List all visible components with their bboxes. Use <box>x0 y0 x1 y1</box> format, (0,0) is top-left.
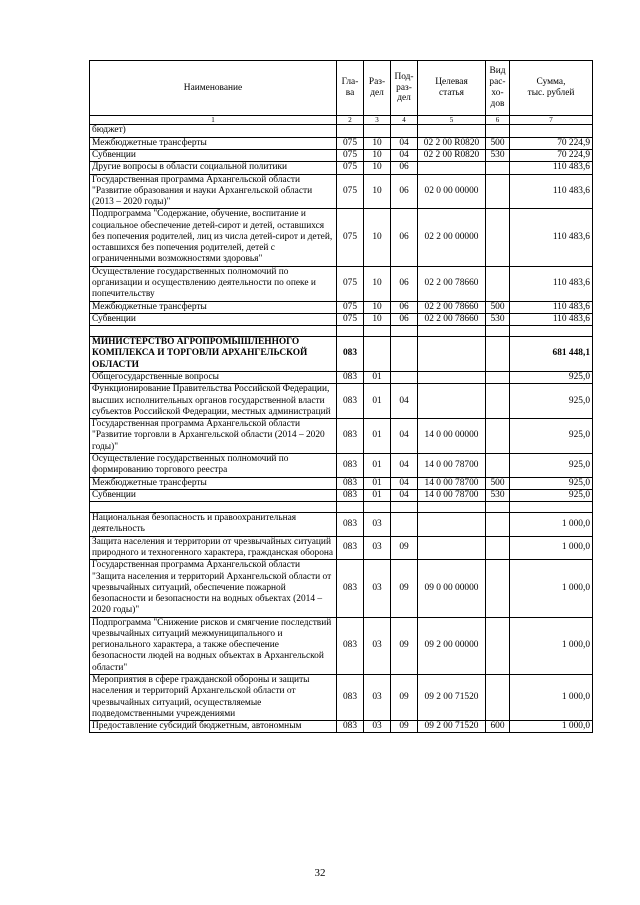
cell-razdel: 10 <box>364 137 391 149</box>
cell-name: Защита населения и территории от чрезвычайных ситуаций природного и техногенного характера, гражданская оборона <box>90 536 337 560</box>
cell-podrazdel: 04 <box>391 149 418 161</box>
cell-razdel: 10 <box>364 149 391 161</box>
page-number: 32 <box>314 867 326 879</box>
cell-vid: 530 <box>486 149 510 161</box>
table-row <box>90 419 593 454</box>
cell-sum: 925,0 <box>510 419 593 454</box>
cell-podrazdel: 04 <box>391 419 418 454</box>
cell-glava: 083 <box>337 489 364 501</box>
cell-name: Предоставление субсидий бюджетным, автономным <box>90 721 337 733</box>
table-row <box>90 162 593 174</box>
table-row <box>90 477 593 489</box>
cell-target: 02 2 00 78660 <box>418 301 486 313</box>
cell-sum: 110 483,6 <box>510 301 593 313</box>
table-row <box>90 675 593 721</box>
cell-razdel: 03 <box>364 513 391 537</box>
cell-razdel: 10 <box>364 266 391 301</box>
cell-glava: 083 <box>337 337 364 372</box>
cell-sum: 70 224,9 <box>510 149 593 161</box>
cell-podrazdel: 09 <box>391 721 418 733</box>
header-name: Наименование <box>90 61 337 116</box>
cell-glava: 083 <box>337 419 364 454</box>
spacer-cell <box>510 326 593 337</box>
spacer-cell <box>510 502 593 513</box>
cell-target: 02 2 00 78660 <box>418 266 486 301</box>
cell-vid: 500 <box>486 137 510 149</box>
cell-glava: 075 <box>337 313 364 325</box>
table-row <box>90 209 593 266</box>
cell-podrazdel: 06 <box>391 313 418 325</box>
cell-vid <box>486 536 510 560</box>
cell-podrazdel: 09 <box>391 560 418 617</box>
cell-sum: 925,0 <box>510 477 593 489</box>
cell-name: Общегосударственные вопросы <box>90 372 337 384</box>
cell-name: Функционирование Правительства Российской Федерации, высших исполнительных органов государственной власти субъектов Российской Федерации, местных администраций <box>90 384 337 419</box>
cell-podrazdel <box>391 337 418 372</box>
table-row <box>90 536 593 560</box>
cell-name: Субвенции <box>90 149 337 161</box>
cell-vid <box>486 209 510 266</box>
spacer-cell <box>364 326 391 337</box>
cell-target: 09 2 00 71520 <box>418 675 486 721</box>
cell-razdel <box>364 125 391 137</box>
cell-vid <box>486 617 510 674</box>
cell-target <box>418 337 486 372</box>
table-row <box>90 513 593 537</box>
cell-name: Осуществление государственных полномочий по организации и осуществлению деятельности по опеке и попечительству <box>90 266 337 301</box>
header-sum: Сумма, тыс. рублей <box>510 61 593 116</box>
table-row <box>90 384 593 419</box>
cell-podrazdel <box>391 513 418 537</box>
cell-sum: 1 000,0 <box>510 513 593 537</box>
cell-target <box>418 125 486 137</box>
cell-glava: 083 <box>337 477 364 489</box>
cell-vid <box>486 513 510 537</box>
cell-target: 14 0 00 00000 <box>418 419 486 454</box>
cell-razdel <box>364 337 391 372</box>
cell-glava: 083 <box>337 372 364 384</box>
cell-sum: 1 000,0 <box>510 721 593 733</box>
cell-sum: 925,0 <box>510 453 593 477</box>
cell-target <box>418 372 486 384</box>
cell-sum: 110 483,6 <box>510 266 593 301</box>
cell-sum: 1 000,0 <box>510 536 593 560</box>
table-row <box>90 489 593 501</box>
spacer-cell <box>337 502 364 513</box>
cell-razdel: 10 <box>364 209 391 266</box>
cell-target: 09 0 00 00000 <box>418 560 486 617</box>
cell-name: Межбюджетные трансферты <box>90 301 337 313</box>
cell-razdel: 01 <box>364 384 391 419</box>
cell-glava: 083 <box>337 560 364 617</box>
column-number: 5 <box>418 116 486 125</box>
spacer-row <box>90 502 593 513</box>
column-number: 7 <box>510 116 593 125</box>
cell-podrazdel: 09 <box>391 675 418 721</box>
table-row <box>90 313 593 325</box>
cell-podrazdel: 06 <box>391 209 418 266</box>
cell-glava: 083 <box>337 617 364 674</box>
cell-glava: 075 <box>337 162 364 174</box>
cell-target <box>418 162 486 174</box>
cell-podrazdel <box>391 125 418 137</box>
cell-target: 02 0 00 00000 <box>418 174 486 209</box>
cell-sum: 925,0 <box>510 489 593 501</box>
cell-glava: 083 <box>337 453 364 477</box>
cell-target <box>418 384 486 419</box>
cell-target: 02 2 00 R0820 <box>418 149 486 161</box>
spacer-cell <box>364 502 391 513</box>
cell-glava <box>337 125 364 137</box>
cell-vid <box>486 675 510 721</box>
column-number-row <box>90 116 593 125</box>
cell-razdel: 03 <box>364 617 391 674</box>
table-row <box>90 453 593 477</box>
cell-razdel: 01 <box>364 419 391 454</box>
cell-podrazdel: 06 <box>391 266 418 301</box>
cell-razdel: 03 <box>364 721 391 733</box>
cell-razdel: 03 <box>364 536 391 560</box>
cell-name: Межбюджетные трансферты <box>90 137 337 149</box>
cell-vid <box>486 266 510 301</box>
cell-razdel: 01 <box>364 453 391 477</box>
column-number: 3 <box>364 116 391 125</box>
cell-name: бюджет) <box>90 125 337 137</box>
cell-vid <box>486 384 510 419</box>
cell-podrazdel: 06 <box>391 174 418 209</box>
table-row <box>90 174 593 209</box>
cell-sum: 681 448,1 <box>510 337 593 372</box>
cell-podrazdel: 06 <box>391 301 418 313</box>
cell-sum <box>510 125 593 137</box>
cell-vid: 500 <box>486 301 510 313</box>
table-row <box>90 137 593 149</box>
table-row <box>90 125 593 137</box>
cell-sum: 110 483,6 <box>510 174 593 209</box>
cell-podrazdel: 04 <box>391 477 418 489</box>
cell-glava: 083 <box>337 536 364 560</box>
spacer-cell <box>391 502 418 513</box>
table-row <box>90 266 593 301</box>
cell-vid <box>486 125 510 137</box>
table-row <box>90 301 593 313</box>
cell-razdel: 01 <box>364 477 391 489</box>
budget-table <box>89 60 593 733</box>
cell-target <box>418 536 486 560</box>
cell-podrazdel: 04 <box>391 453 418 477</box>
cell-vid <box>486 560 510 617</box>
cell-name: Мероприятия в сфере гражданской обороны и защиты населения и территорий Архангельской области от чрезвычайных ситуаций, осуществляемые подведомственными учреждениями <box>90 675 337 721</box>
cell-target: 14 0 00 78700 <box>418 477 486 489</box>
cell-razdel: 10 <box>364 174 391 209</box>
cell-sum: 1 000,0 <box>510 617 593 674</box>
spacer-cell <box>486 502 510 513</box>
header-glava: Гла- ва <box>337 61 364 116</box>
header-vid: Вид рас- хо- дов <box>486 61 510 116</box>
table-row <box>90 560 593 617</box>
spacer-cell <box>90 326 337 337</box>
cell-razdel: 01 <box>364 372 391 384</box>
cell-name: МИНИСТЕРСТВО АГРОПРОМЫШЛЕННОГО КОМПЛЕКСА И ТОРГОВЛИ АРХАНГЕЛЬСКОЙ ОБЛАСТИ <box>90 337 337 372</box>
cell-name: Подпрограмма "Содержание, обучение, воспитание и социальное обеспечение детей-сирот и детей, оставшихся без попечения родителей, лиц из числа детей-сирот и детей, оставшихся без попечения родителей, детей с ограниченными возможностями здоровья" <box>90 209 337 266</box>
table-row <box>90 617 593 674</box>
cell-name: Подпрограмма "Снижение рисков и смягчение последствий чрезвычайных ситуаций межмуниципального и регионального характера, а также обеспечение безопасности людей на водных объектах в Архангельской области" <box>90 617 337 674</box>
cell-vid: 600 <box>486 721 510 733</box>
cell-glava: 083 <box>337 721 364 733</box>
cell-name: Государственная программа Архангельской области "Защита населения и территорий Архангельской области от чрезвычайных ситуаций, обеспечение пожарной безопасности и безопасности на водных объектах (2014 – 2020 годы)" <box>90 560 337 617</box>
cell-podrazdel: 04 <box>391 489 418 501</box>
cell-name: Субвенции <box>90 489 337 501</box>
spacer-cell <box>337 326 364 337</box>
cell-glava: 083 <box>337 675 364 721</box>
cell-name: Государственная программа Архангельской области "Развитие образования и науки Архангельской области (2013 – 2020 годы)" <box>90 174 337 209</box>
cell-sum: 925,0 <box>510 372 593 384</box>
cell-podrazdel: 06 <box>391 162 418 174</box>
header-target: Целевая статья <box>418 61 486 116</box>
cell-razdel: 01 <box>364 489 391 501</box>
cell-glava: 075 <box>337 137 364 149</box>
cell-vid <box>486 419 510 454</box>
cell-target: 02 2 00 00000 <box>418 209 486 266</box>
cell-podrazdel <box>391 372 418 384</box>
cell-podrazdel: 04 <box>391 384 418 419</box>
cell-glava: 075 <box>337 301 364 313</box>
cell-vid <box>486 337 510 372</box>
cell-sum: 1 000,0 <box>510 560 593 617</box>
cell-vid: 530 <box>486 313 510 325</box>
spacer-row <box>90 326 593 337</box>
table-row <box>90 721 593 733</box>
cell-podrazdel: 09 <box>391 617 418 674</box>
cell-podrazdel: 09 <box>391 536 418 560</box>
cell-target: 09 2 00 00000 <box>418 617 486 674</box>
cell-name: Осуществление государственных полномочий по формированию торгового реестра <box>90 453 337 477</box>
cell-sum: 110 483,6 <box>510 162 593 174</box>
column-number: 6 <box>486 116 510 125</box>
cell-glava: 075 <box>337 174 364 209</box>
cell-target: 14 0 00 78700 <box>418 453 486 477</box>
cell-name: Другие вопросы в области социальной политики <box>90 162 337 174</box>
spacer-cell <box>391 326 418 337</box>
cell-target: 09 2 00 71520 <box>418 721 486 733</box>
column-number: 2 <box>337 116 364 125</box>
cell-razdel: 03 <box>364 560 391 617</box>
cell-sum: 925,0 <box>510 384 593 419</box>
cell-glava: 075 <box>337 266 364 301</box>
cell-vid <box>486 372 510 384</box>
cell-razdel: 03 <box>364 675 391 721</box>
cell-sum: 1 000,0 <box>510 675 593 721</box>
cell-target <box>418 513 486 537</box>
cell-glava: 083 <box>337 513 364 537</box>
cell-target: 02 2 00 R0820 <box>418 137 486 149</box>
cell-glava: 075 <box>337 149 364 161</box>
table-row <box>90 372 593 384</box>
cell-razdel: 10 <box>364 313 391 325</box>
table-header-row <box>90 61 593 116</box>
column-number: 1 <box>90 116 337 125</box>
cell-vid: 500 <box>486 477 510 489</box>
spacer-cell <box>486 326 510 337</box>
cell-razdel: 10 <box>364 162 391 174</box>
cell-sum: 110 483,6 <box>510 313 593 325</box>
cell-vid <box>486 174 510 209</box>
cell-name: Государственная программа Архангельской области "Развитие торговли в Архангельской области (2014 – 2020 годы)" <box>90 419 337 454</box>
cell-vid: 530 <box>486 489 510 501</box>
table-row <box>90 337 593 372</box>
column-number: 4 <box>391 116 418 125</box>
cell-glava: 083 <box>337 384 364 419</box>
spacer-cell <box>418 502 486 513</box>
spacer-cell <box>90 502 337 513</box>
cell-podrazdel: 04 <box>391 137 418 149</box>
cell-vid <box>486 162 510 174</box>
cell-name: Субвенции <box>90 313 337 325</box>
cell-target: 14 0 00 78700 <box>418 489 486 501</box>
cell-vid <box>486 453 510 477</box>
cell-target: 02 2 00 78660 <box>418 313 486 325</box>
table-row <box>90 149 593 161</box>
spacer-cell <box>418 326 486 337</box>
cell-sum: 110 483,6 <box>510 209 593 266</box>
header-razdel: Раз- дел <box>364 61 391 116</box>
cell-razdel: 10 <box>364 301 391 313</box>
cell-sum: 70 224,9 <box>510 137 593 149</box>
table-body <box>90 125 593 733</box>
cell-glava: 075 <box>337 209 364 266</box>
cell-name: Национальная безопасность и правоохранительная деятельность <box>90 513 337 537</box>
cell-name: Межбюджетные трансферты <box>90 477 337 489</box>
header-podrazdel: Под- раз- дел <box>391 61 418 116</box>
